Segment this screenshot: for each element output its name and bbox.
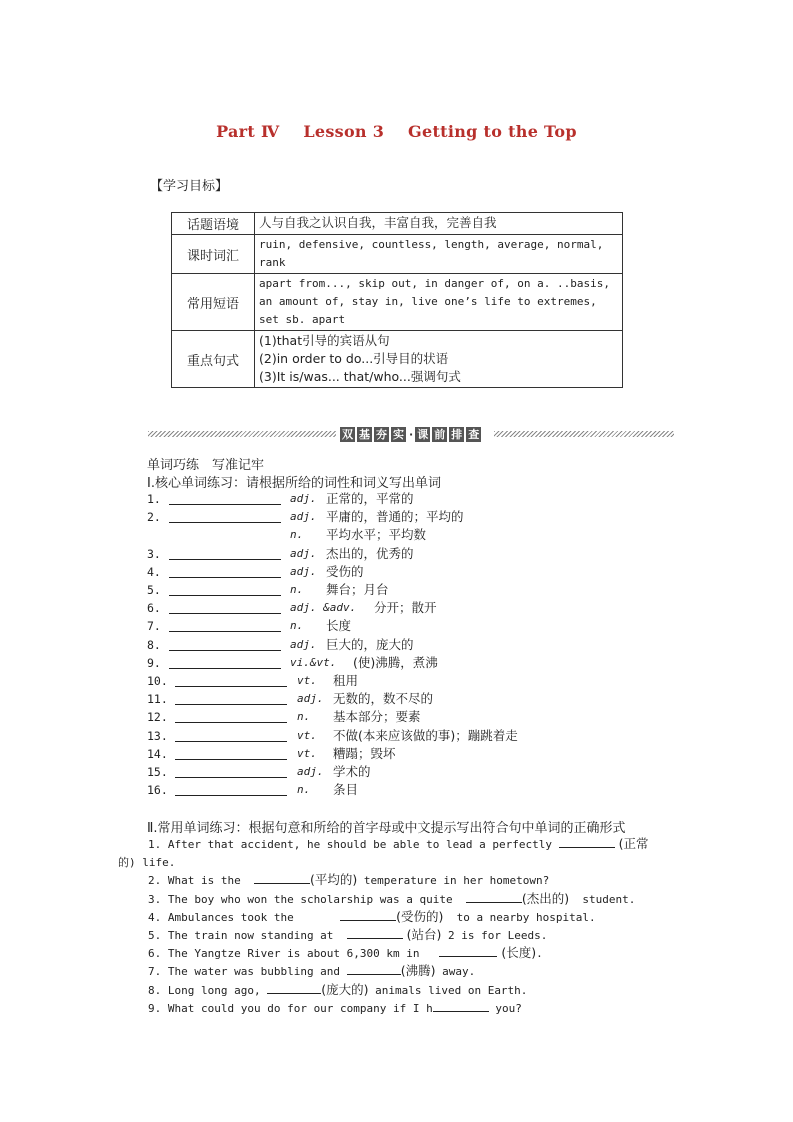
banner-separator: ·: [409, 427, 414, 441]
banner-char: 查: [468, 427, 480, 441]
sentence-item: [148, 999, 522, 1017]
item-number: 6.: [147, 601, 161, 616]
content-line: (2)in order to do...引导目的状语: [259, 351, 449, 366]
part-of-speech: n.: [297, 783, 311, 797]
answer-blank[interactable]: [267, 981, 321, 994]
content-line: (1)that引导的宾语从句: [259, 333, 390, 348]
part-of-speech: vi.&vt.: [290, 655, 337, 669]
answer-blank[interactable]: [175, 722, 287, 723]
hint-text: (杰出的): [521, 890, 570, 906]
item-number: 14.: [147, 746, 168, 761]
sentence-item: [148, 944, 543, 962]
sentence-text: 8. Long long ago,: [148, 983, 268, 997]
row-label: 话题语境: [172, 213, 255, 235]
objectives-table: [171, 212, 623, 388]
item-number: 10.: [147, 674, 168, 688]
banner-char: 夯: [376, 427, 387, 441]
part-of-speech: n.: [297, 710, 311, 724]
banner-char: 前: [434, 427, 446, 441]
word-meaning: 平庸的，普通的；平均的: [326, 509, 464, 525]
row-content: [255, 213, 623, 235]
sentence-text: 6. The Yangtze River is about 6,300 km in: [148, 947, 440, 961]
section-banner: [148, 426, 674, 442]
sentence-text: 7. The water was bubbling and: [148, 965, 347, 979]
banner-char: 基: [359, 427, 370, 441]
title-topic: Getting to the Top: [408, 122, 577, 141]
answer-blank[interactable]: [433, 999, 489, 1012]
answer-blank[interactable]: [466, 890, 522, 903]
word-meaning: 基本部分；要素: [333, 709, 421, 725]
answer-blank[interactable]: [175, 777, 287, 778]
sentence-text: 1. After that accident, he should be able to lead a perfectly: [148, 838, 559, 851]
item-number: 11.: [147, 692, 168, 707]
title-lesson: Lesson 3: [303, 122, 385, 141]
row-content: [255, 235, 623, 274]
answer-blank[interactable]: [169, 613, 281, 614]
word-meaning: 分开；散开: [374, 600, 437, 616]
part-of-speech: adj.: [297, 692, 324, 706]
content-line: (3)It is/was... that/who...强调句式: [259, 369, 461, 384]
word-meaning: 巨大的，庞大的: [326, 636, 414, 652]
row-label: 重点句式: [172, 331, 255, 388]
answer-blank[interactable]: [169, 577, 281, 578]
sentence-text: away.: [435, 965, 476, 979]
answer-blank[interactable]: [175, 686, 287, 687]
banner-char: 课: [417, 427, 429, 441]
hint-text: (沸腾): [400, 963, 436, 979]
answer-blank[interactable]: [169, 559, 281, 560]
part-of-speech: n.: [290, 619, 304, 633]
word-meaning: 杰出的，优秀的: [326, 545, 414, 561]
part-of-speech: adj.: [290, 637, 317, 651]
answer-blank[interactable]: [559, 835, 615, 848]
part-of-speech: adj. &adv.: [290, 601, 357, 615]
item-number: 2.: [147, 510, 161, 525]
word-meaning: 平均水平；平均数: [326, 527, 427, 543]
banner-stripes-right: [494, 431, 674, 437]
answer-blank[interactable]: [169, 504, 281, 505]
part-of-speech: vt.: [297, 728, 317, 742]
word-meaning: 租用: [333, 673, 359, 688]
part-of-speech: adj.: [290, 492, 317, 505]
word-meaning: 糟蹋；毁坏: [333, 745, 396, 761]
part1-heading: Ⅰ.核心单词练习：请根据所给的词性和词义写出单词: [147, 476, 441, 491]
content-line: apart from..., skip out, in danger of, on a. ..basis,: [259, 277, 610, 290]
row-content: [255, 274, 623, 331]
answer-blank[interactable]: [169, 631, 281, 632]
part-of-speech: adj.: [297, 765, 324, 778]
title-part: Part Ⅳ: [216, 122, 280, 141]
sentence-item: [148, 871, 549, 889]
answer-blank[interactable]: [169, 668, 281, 669]
sentence-text: 2. What is the: [148, 874, 254, 888]
part-of-speech: n.: [290, 528, 304, 542]
item-number: 15.: [147, 765, 168, 779]
table-row: [172, 213, 623, 235]
sentence-text: you?: [488, 1001, 522, 1015]
table-row: [172, 235, 623, 274]
content-line: an amount of, stay in, live one’s life to extremes,: [259, 295, 597, 308]
page-title: [0, 122, 793, 141]
item-number: 1.: [147, 492, 161, 506]
sentence-text: 9. What could you do for our company if I h: [148, 1001, 433, 1015]
hint-text: (平均的): [309, 872, 358, 888]
banner-stripes-left: [148, 431, 336, 437]
banner-title: [340, 426, 483, 442]
sentence-item: [148, 962, 475, 980]
answer-blank[interactable]: [175, 795, 287, 796]
sentence-item: [118, 853, 175, 871]
banner-char: 实: [393, 427, 404, 441]
objectives-heading: 【学习目标】: [150, 179, 229, 194]
answer-blank[interactable]: [169, 650, 281, 651]
content-line: 人与自我之认识自我，丰富自我，完善自我: [259, 215, 497, 230]
word-meaning: 无数的，数不尽的: [333, 691, 434, 707]
part-of-speech: adj.: [290, 510, 317, 524]
item-number: 12.: [147, 710, 168, 725]
item-number: 7.: [147, 619, 161, 634]
word-meaning: (使)沸腾，煮沸: [353, 654, 438, 670]
sentence-item: [148, 981, 527, 999]
part-of-speech: adj.: [290, 546, 317, 560]
content-line: set sb. apart: [259, 313, 346, 326]
sentence-text: temperature in her hometown?: [357, 874, 550, 888]
word-meaning: 舞台；月台: [326, 582, 389, 597]
sentence-item: [148, 890, 635, 908]
row-label: 常用短语: [172, 274, 255, 331]
banner-char: 排: [451, 427, 463, 441]
sentence-text: .: [536, 947, 543, 961]
item-number: 5.: [147, 583, 161, 597]
sentence-text: 2 is for Leeds.: [441, 929, 548, 942]
item-number: 3.: [147, 546, 161, 561]
answer-blank[interactable]: [439, 944, 497, 957]
part-of-speech: n.: [290, 583, 304, 596]
hint-text: (庞大的): [321, 981, 369, 997]
answer-blank[interactable]: [175, 704, 287, 705]
hint-text: (正常: [614, 836, 649, 851]
answer-blank[interactable]: [340, 908, 396, 921]
word-meaning: 条目: [333, 782, 359, 798]
item-number: 9.: [147, 655, 161, 670]
item-number: 8.: [147, 637, 161, 652]
answer-blank[interactable]: [175, 741, 287, 742]
sentence-text: 4. Ambulances took the: [148, 910, 341, 924]
sentence-text: to a nearby hospital.: [443, 910, 596, 924]
item-number: 13.: [147, 728, 168, 743]
table-row: [172, 274, 623, 331]
part-of-speech: adj.: [290, 564, 317, 578]
item-number: 16.: [147, 783, 168, 798]
content-line: rank: [259, 256, 286, 269]
answer-blank[interactable]: [347, 926, 403, 939]
answer-blank[interactable]: [254, 871, 310, 884]
sentence-text: 3. The boy who won the scholarship was a quite: [148, 892, 466, 906]
sentence-text: student.: [569, 892, 636, 906]
table-row: [172, 331, 623, 388]
answer-blank[interactable]: [169, 595, 281, 596]
sentence-text: animals lived on Earth.: [368, 983, 528, 997]
sentence-item: [148, 908, 596, 926]
part-of-speech: vt.: [297, 674, 317, 687]
item-number: 4.: [147, 564, 161, 579]
sentence-text: 5. The train now standing at: [148, 929, 347, 942]
word-meaning: 长度: [326, 618, 352, 634]
content-line: ruin, defensive, countless, length, average, normal,: [259, 238, 604, 251]
word-meaning: 不做(本来应该做的事)；蹦跳着走: [333, 727, 518, 743]
section-heading: 单词巧练 写准记牢: [147, 458, 265, 473]
word-meaning: 受伤的: [326, 563, 364, 579]
sentence-item: [148, 926, 547, 944]
hint-text: (受伤的): [396, 908, 444, 924]
row-content: [255, 331, 623, 388]
part-of-speech: vt.: [297, 746, 317, 760]
answer-blank[interactable]: [169, 522, 281, 523]
row-label: 课时词汇: [172, 235, 255, 274]
banner-char: 双: [342, 427, 353, 441]
sentence-item: [148, 835, 648, 853]
hint-text: (站台): [402, 927, 442, 942]
part2-heading: Ⅱ.常用单词练习：根据句意和所给的首字母或中文提示写出符合句中单词的正确形式: [147, 821, 626, 836]
sentence-text: 的) life.: [118, 856, 176, 870]
word-meaning: 正常的，平常的: [326, 491, 414, 506]
word-meaning: 学术的: [333, 764, 371, 779]
answer-blank[interactable]: [347, 962, 401, 975]
hint-text: (长度): [497, 945, 537, 961]
answer-blank[interactable]: [175, 759, 287, 760]
